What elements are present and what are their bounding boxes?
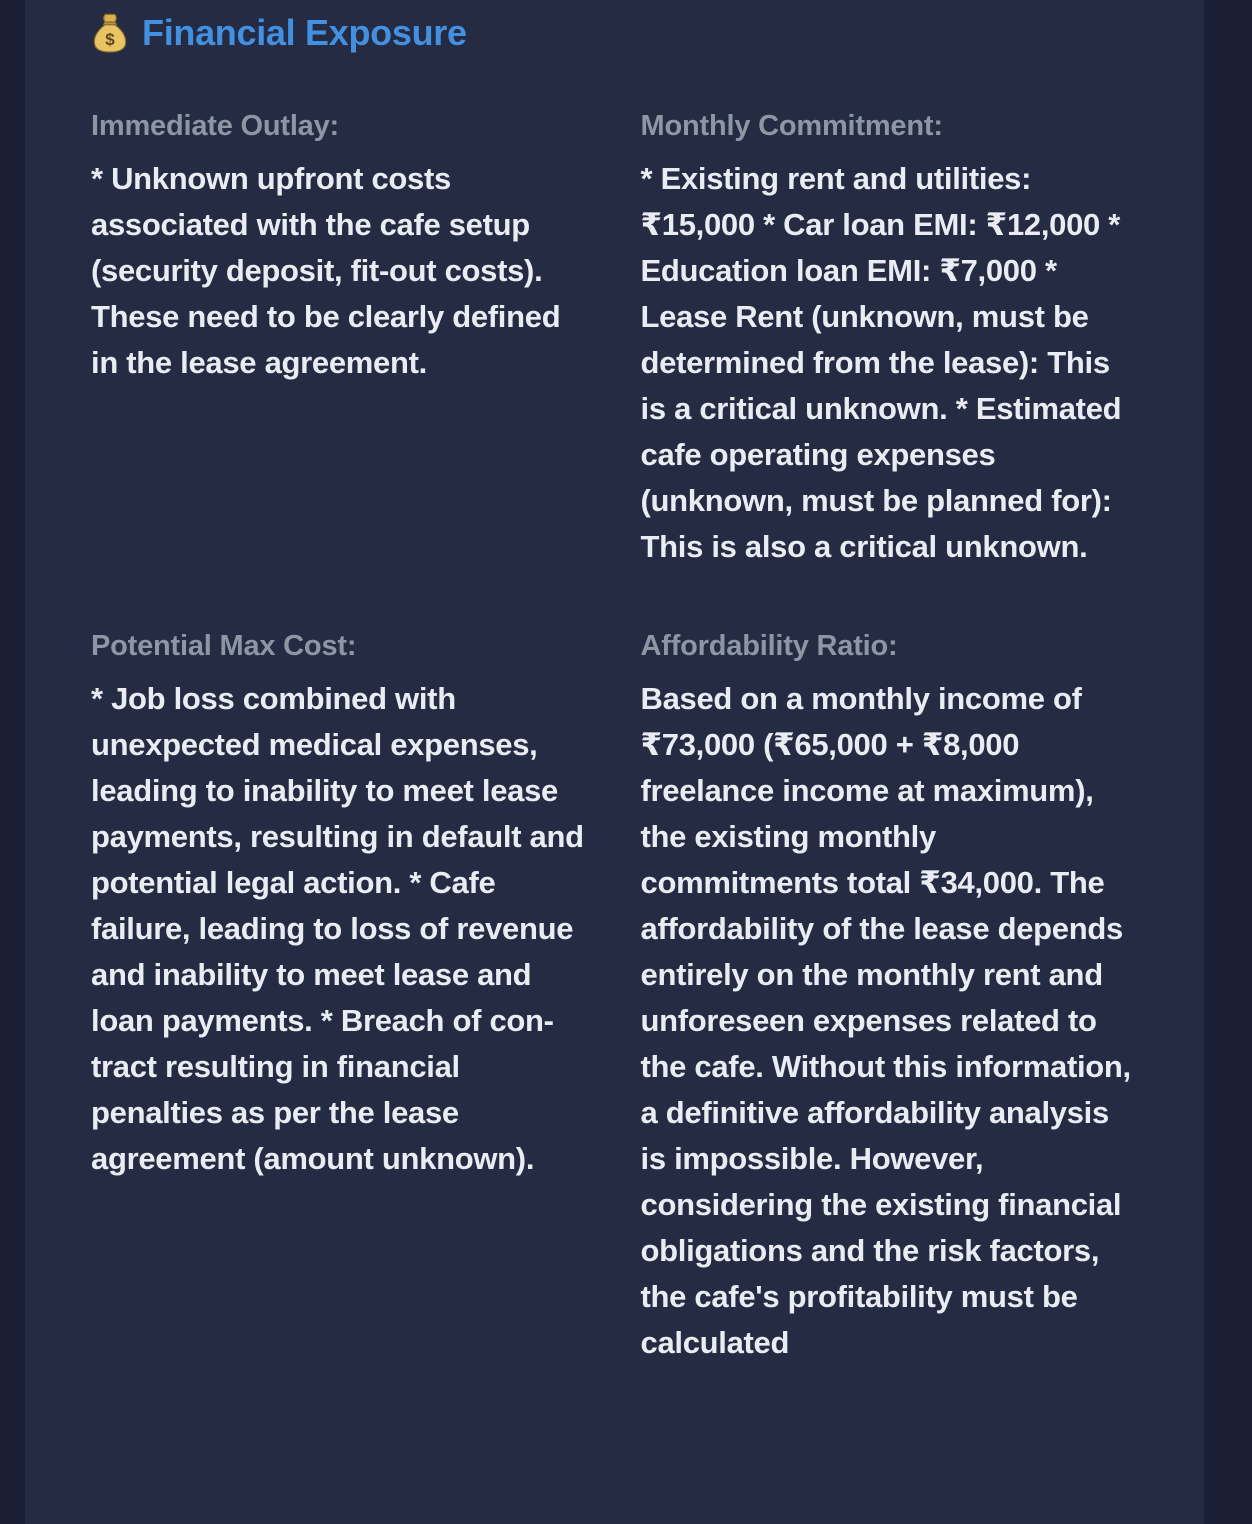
section-body-affordability-ratio: Based on a monthly income of ₹73,000 (₹65,000 + ₹8,000 freelance income at maximum), the existing monthly commitments total ₹34,000. The affordability of the lease depends entirely on the monthly rent and unforeseen expenses related to the cafe. Without this information, a definitive affordability analysis is impossible. However, considering the existing financial obligations and the risk factors, the cafe's profitability must be calculated — [640, 681, 1131, 1360]
right-edge-gutter — [1204, 0, 1252, 1524]
report-panel[interactable] — [25, 0, 1204, 1524]
section-potential-max-cost — [91, 628, 591, 1366]
section-immediate-outlay — [91, 108, 591, 570]
section-body-potential-max-cost: * Job loss combined with unexpected medical expenses, leading to inability to meet lease payments, resulting in default and potential legal action. * Cafe failure, leading to loss of revenue and inability to meet lease and loan payments. * Breach of contract resulting in financial penalties as per the lease agreement (amount unknown). — [91, 681, 584, 1176]
section-body-immediate-outlay: * Unknown upfront costs associated with the cafe setup (security deposit, fit-out costs). These need to be clearly defined in the lease agreement. — [91, 161, 561, 380]
page-title: Financial Exposure — [142, 12, 467, 53]
money-bag-icon — [91, 13, 129, 53]
section-heading-affordability-ratio: Affordability Ratio: — [640, 630, 898, 662]
section-heading-potential-max-cost: Potential Max Cost: — [91, 630, 357, 662]
section-affordability-ratio — [641, 628, 1141, 1366]
report-title-row — [91, 11, 1140, 55]
sections-grid — [91, 108, 1140, 1366]
section-monthly-commitment — [641, 108, 1141, 570]
svg-text:$: $ — [105, 30, 115, 49]
left-edge-gutter — [0, 0, 25, 1524]
section-body-monthly-commitment: * Existing rent and utilities: ₹15,000 * Car loan EMI: ₹12,000 * Education loan EMI: ₹7,000 * Lease Rent (unknown, must be determined from the lease): This is a critical unknown. * Estimated cafe operating expenses (unknown, must be planned for): This is also a critical unknown. — [640, 161, 1122, 564]
section-heading-immediate-outlay: Immediate Outlay: — [91, 110, 339, 142]
section-heading-monthly-commitment: Monthly Commitment: — [640, 110, 943, 142]
